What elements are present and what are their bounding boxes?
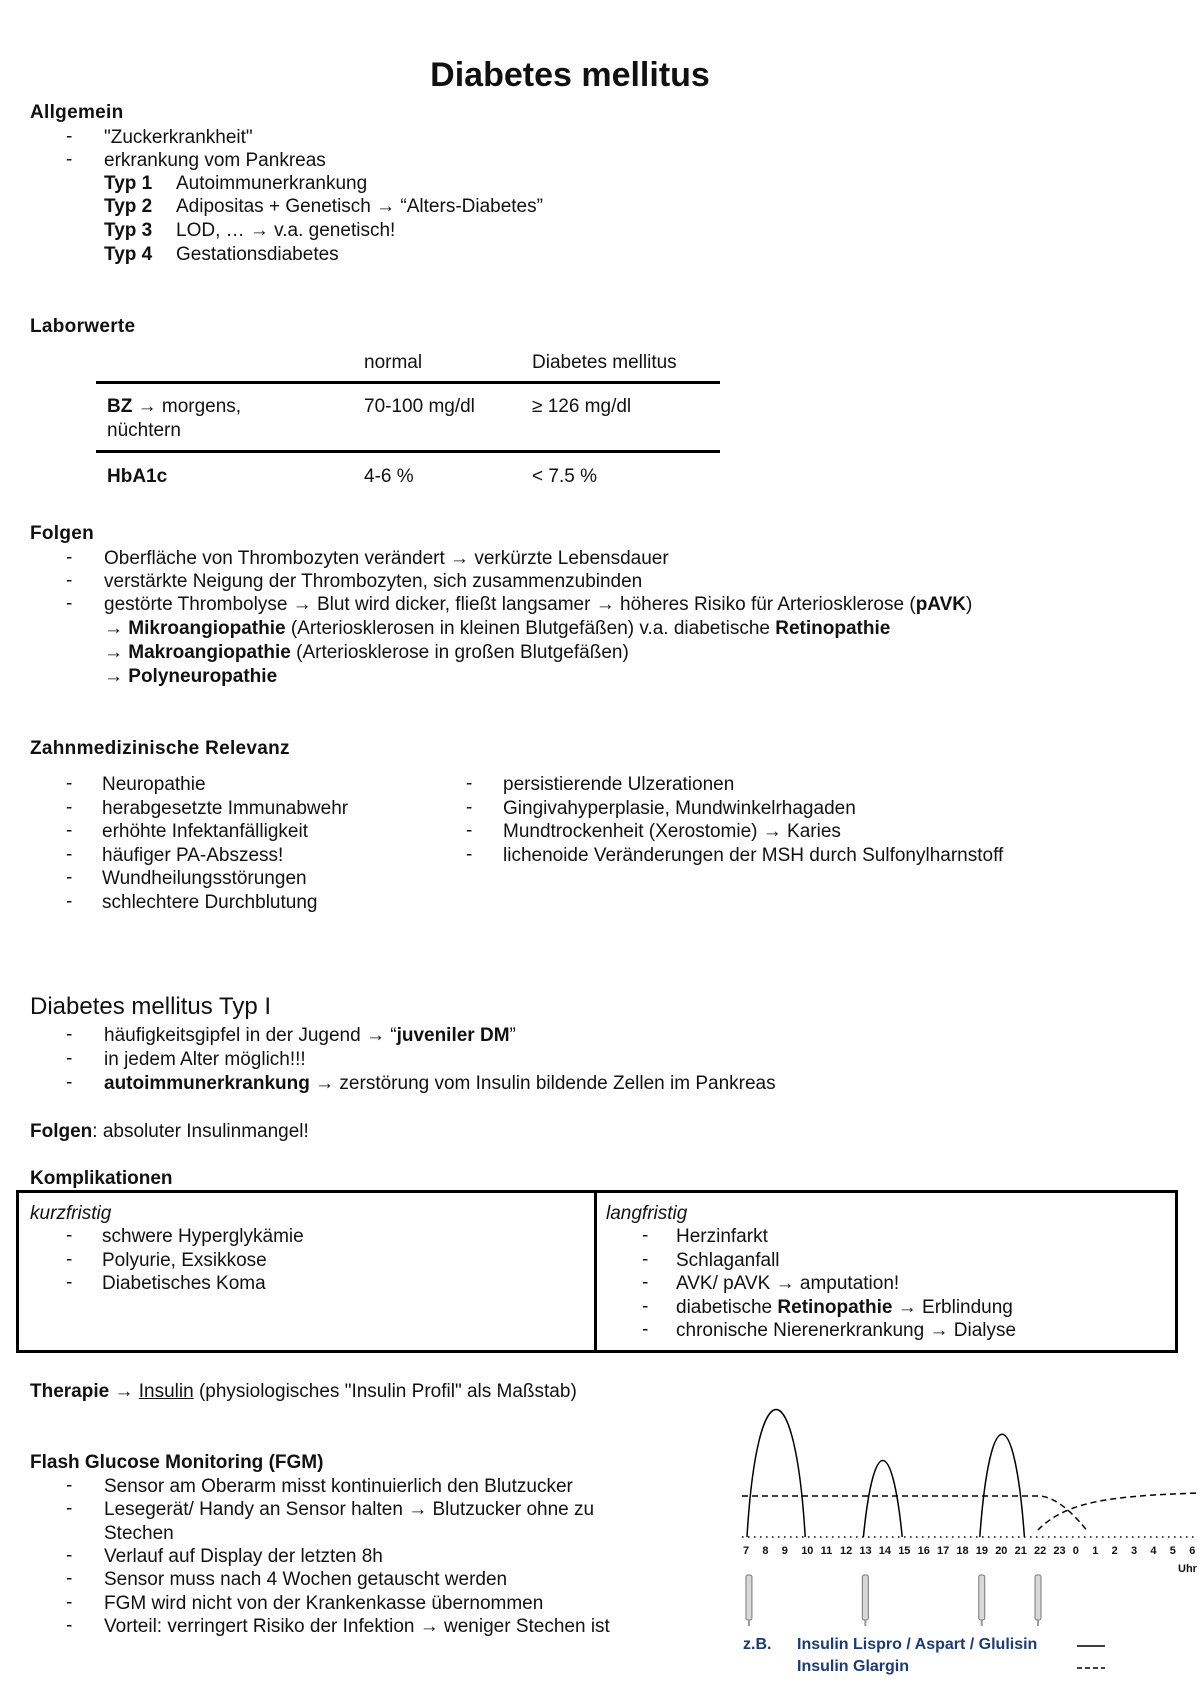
type-text: Gestationsdiabetes: [176, 244, 339, 265]
box-divider: [594, 1190, 597, 1353]
basal-insulin-curve: [742, 1496, 1087, 1530]
bolus-insulin-curve: [980, 1434, 1025, 1537]
hour-tick-label: 5: [1169, 1545, 1176, 1557]
bullet-dash: -: [66, 593, 73, 614]
legend-item-lispro: Insulin Lispro / Aspart / Glulisin: [797, 1636, 1038, 1653]
table-header-dm: Diabetes mellitus: [532, 352, 677, 373]
type-row: Typ 2: [104, 196, 153, 217]
list-subitem: → Mikroangiopathie (Arteriosklerosen in kleinen Blutgefäßen) v.a. diabetische Retinopathie: [104, 618, 891, 639]
list-item: schlechtere Durchblutung: [102, 891, 318, 913]
legend-swatches: [1075, 1636, 1115, 1676]
list-item: häufiger PA-Abszess!: [102, 844, 284, 866]
type-row: Typ 1: [104, 173, 153, 194]
section-heading-typ1: Diabetes mellitus Typ I: [30, 993, 271, 1020]
hour-tick-label: 1: [1092, 1545, 1099, 1557]
list-item: Neuropathie: [102, 774, 206, 795]
hour-tick-label: 23: [1053, 1545, 1066, 1557]
list-item: Mundtrockenheit (Xerostomie) → Karies: [503, 821, 841, 842]
list-item: gestörte Thrombolyse → Blut wird dicker, fließt langsamer → höheres Risiko für Arteriosklerose (pAVK): [104, 594, 973, 615]
legend-item-glargin: Insulin Glargin: [797, 1658, 910, 1675]
bullet-dash: -: [466, 843, 473, 865]
list-item: Verlauf auf Display der letzten 8h: [104, 1545, 383, 1567]
bullet-dash: -: [66, 796, 73, 818]
section-heading-folgen: Folgen: [30, 523, 95, 544]
list-item: Stechen: [104, 1522, 174, 1544]
list-item: schwere Hyperglykämie: [102, 1226, 304, 1247]
list-item: Polyurie, Exsikkose: [102, 1249, 267, 1271]
list-item: chronische Nierenerkrankung → Dialyse: [676, 1320, 1017, 1341]
table-rule: [96, 450, 720, 453]
table-rule: [96, 381, 720, 384]
page-title: Diabetes mellitus: [430, 56, 710, 94]
bullet-dash: -: [642, 1248, 649, 1270]
list-item: Sensor am Oberarm misst kontinuierlich den Blutzucker: [104, 1476, 573, 1497]
list-subitem: → Polyneuropathie: [104, 666, 278, 687]
table-cell: ≥ 126 mg/dl: [532, 396, 632, 417]
bullet-dash: -: [466, 820, 473, 841]
bullet-dash: -: [66, 1475, 73, 1496]
hour-tick-label: 15: [898, 1545, 911, 1557]
bullet-dash: -: [66, 547, 73, 568]
bullet-dash: -: [466, 796, 473, 818]
list-subitem: → Makroangiopathie (Arteriosklerose in großen Blutgefäßen): [104, 642, 629, 663]
list-item: verstärkte Neigung der Thrombozyten, sich zusammenzubinden: [104, 571, 643, 592]
list-item: FGM wird nicht von der Krankenkasse übernommen: [104, 1592, 544, 1614]
list-item: Lesegerät/ Handy an Sensor halten → Blutzucker ohne zu: [104, 1499, 595, 1521]
bullet-dash: -: [642, 1272, 649, 1293]
injection-pen-icon: [746, 1575, 752, 1620]
table-cell: 4-6 %: [364, 466, 414, 487]
hour-tick-label: 10: [801, 1545, 814, 1557]
bullet-dash: -: [66, 1544, 73, 1566]
list-item: Diabetisches Koma: [102, 1273, 266, 1294]
fgm-heading: Flash Glucose Monitoring (FGM): [30, 1452, 324, 1473]
bullet-dash: -: [66, 820, 73, 841]
section-heading-zahn: Zahnmedizinische Relevanz: [30, 738, 290, 759]
hour-tick-label: 13: [859, 1545, 872, 1557]
injection-pen-tip: [1037, 1620, 1039, 1626]
hour-tick-label: 7: [743, 1545, 750, 1557]
hour-tick-label: 21: [1014, 1545, 1027, 1557]
injection-pen-icon: [1035, 1575, 1041, 1620]
hour-tick-label: 8: [762, 1545, 769, 1557]
hour-tick-label: 16: [917, 1545, 930, 1557]
hour-tick-label: 11: [820, 1545, 833, 1557]
list-item: lichenoide Veränderungen der MSH durch Sulfonylharnstoff: [503, 844, 1004, 866]
bullet-dash: -: [66, 1498, 73, 1520]
hour-tick-label: 22: [1034, 1545, 1047, 1557]
folgen-line: Folgen: absoluter Insulinmangel!: [30, 1121, 309, 1142]
table-cell: 70-100 mg/dl: [364, 396, 475, 417]
type-text: LOD, … → v.a. genetisch!: [176, 220, 396, 241]
section-heading-laborwerte: Laborwerte: [30, 316, 136, 337]
bullet-dash: -: [66, 867, 73, 888]
table-cell: < 7.5 %: [532, 466, 597, 487]
table-cell-label: HbA1c: [107, 466, 168, 487]
hour-tick-label: 14: [878, 1545, 892, 1557]
bullet-dash: -: [66, 1614, 73, 1636]
list-item: in jedem Alter möglich!!!: [104, 1049, 306, 1070]
hour-tick-label: 2: [1111, 1545, 1118, 1557]
list-item: erhöhte Infektanfälligkeit: [102, 821, 308, 842]
section-heading-allgemein: Allgemein: [30, 102, 124, 123]
table-header-normal: normal: [364, 352, 423, 373]
hour-tick-label: 12: [840, 1545, 853, 1557]
therapie-line: Therapie → Insulin (physiologisches "Insulin Profil" als Maßstab): [30, 1381, 577, 1402]
hour-tick-label: 18: [956, 1545, 969, 1557]
bullet-dash: -: [66, 149, 73, 170]
komplikationen-heading: Komplikationen: [30, 1168, 173, 1189]
list-item: Oberfläche von Thrombozyten verändert → verkürzte Lebensdauer: [104, 548, 669, 569]
type-text: Autoimmunerkrankung: [176, 173, 368, 194]
legend-prefix: z.B.: [743, 1636, 772, 1653]
bullet-dash: -: [66, 1568, 73, 1590]
bullet-dash: -: [66, 1248, 73, 1270]
injection-pen-icon: [862, 1575, 868, 1620]
insulin-link[interactable]: Insulin: [138, 1381, 194, 1402]
list-item: persistierende Ulzerationen: [503, 774, 735, 795]
table-cell-label: BZ → morgens,: [107, 396, 242, 417]
bullet-dash: -: [66, 843, 73, 865]
insulin-profile-chart: [740, 1380, 1200, 1680]
bullet-dash: -: [66, 1272, 73, 1293]
type-text: Adipositas + Genetisch → “Alters-Diabetes”: [176, 196, 543, 217]
basal-insulin-curve: [1038, 1493, 1198, 1530]
axis-unit: Uhr: [1178, 1563, 1197, 1575]
list-item: Vorteil: verringert Risiko der Infektion → weniger Stechen ist: [104, 1615, 610, 1637]
bullet-dash: -: [66, 1072, 73, 1093]
list-item: diabetische Retinopathie → Erblindung: [676, 1296, 1013, 1318]
bullet-dash: -: [66, 1048, 73, 1069]
hour-tick-label: 0: [1072, 1545, 1079, 1557]
injection-pen-tip: [864, 1620, 866, 1626]
injection-pen-tip: [981, 1620, 983, 1626]
bullet-dash: -: [642, 1319, 649, 1340]
hour-tick-label: 9: [781, 1545, 788, 1557]
bullet-dash: -: [66, 890, 73, 912]
list-item: autoimmunerkrankung → zerstörung vom Insulin bildende Zellen im Pankreas: [104, 1073, 776, 1094]
bullet-dash: -: [66, 570, 73, 591]
list-item: Schlaganfall: [676, 1249, 780, 1271]
hour-tick-label: 20: [995, 1545, 1008, 1557]
hour-tick-label: 19: [975, 1545, 989, 1557]
list-item: Herzinfarkt: [676, 1226, 768, 1247]
hour-tick-label: 17: [937, 1545, 950, 1557]
bolus-insulin-curve: [747, 1410, 805, 1538]
type-row: Typ 3: [104, 220, 153, 241]
table-cell-label: nüchtern: [107, 420, 181, 441]
bullet-dash: -: [642, 1225, 649, 1246]
list-item: AVK/ pAVK → amputation!: [676, 1273, 900, 1294]
bullet-dash: -: [66, 1225, 73, 1246]
list-item: "Zuckerkrankheit": [104, 127, 253, 148]
kurzfristig-label: kurzfristig: [30, 1203, 112, 1224]
bullet-dash: -: [466, 773, 473, 794]
bolus-insulin-curve: [863, 1461, 902, 1538]
bullet-dash: -: [66, 1024, 73, 1045]
list-item: Sensor muss nach 4 Wochen getauscht werden: [104, 1569, 508, 1591]
list-item: herabgesetzte Immunabwehr: [102, 797, 349, 819]
injection-pen-icon: [979, 1575, 985, 1620]
bullet-dash: -: [66, 126, 73, 147]
hour-tick-label: 6: [1189, 1545, 1196, 1557]
hour-tick-label: 3: [1131, 1545, 1138, 1557]
list-item: Wundheilungsstörungen: [102, 868, 307, 889]
bullet-dash: -: [642, 1295, 649, 1317]
bullet-dash: -: [66, 773, 73, 794]
hour-tick-label: 4: [1150, 1545, 1157, 1557]
list-item: häufigkeitsgipfel in der Jugend → “juveniler DM”: [104, 1025, 516, 1046]
injection-pen-tip: [748, 1620, 750, 1626]
list-item: Gingivahyperplasie, Mundwinkelrhagaden: [503, 797, 856, 819]
type-row: Typ 4: [104, 244, 153, 265]
list-item: erkrankung vom Pankreas: [104, 150, 326, 171]
bullet-dash: -: [66, 1591, 73, 1613]
langfristig-label: langfristig: [606, 1203, 688, 1224]
